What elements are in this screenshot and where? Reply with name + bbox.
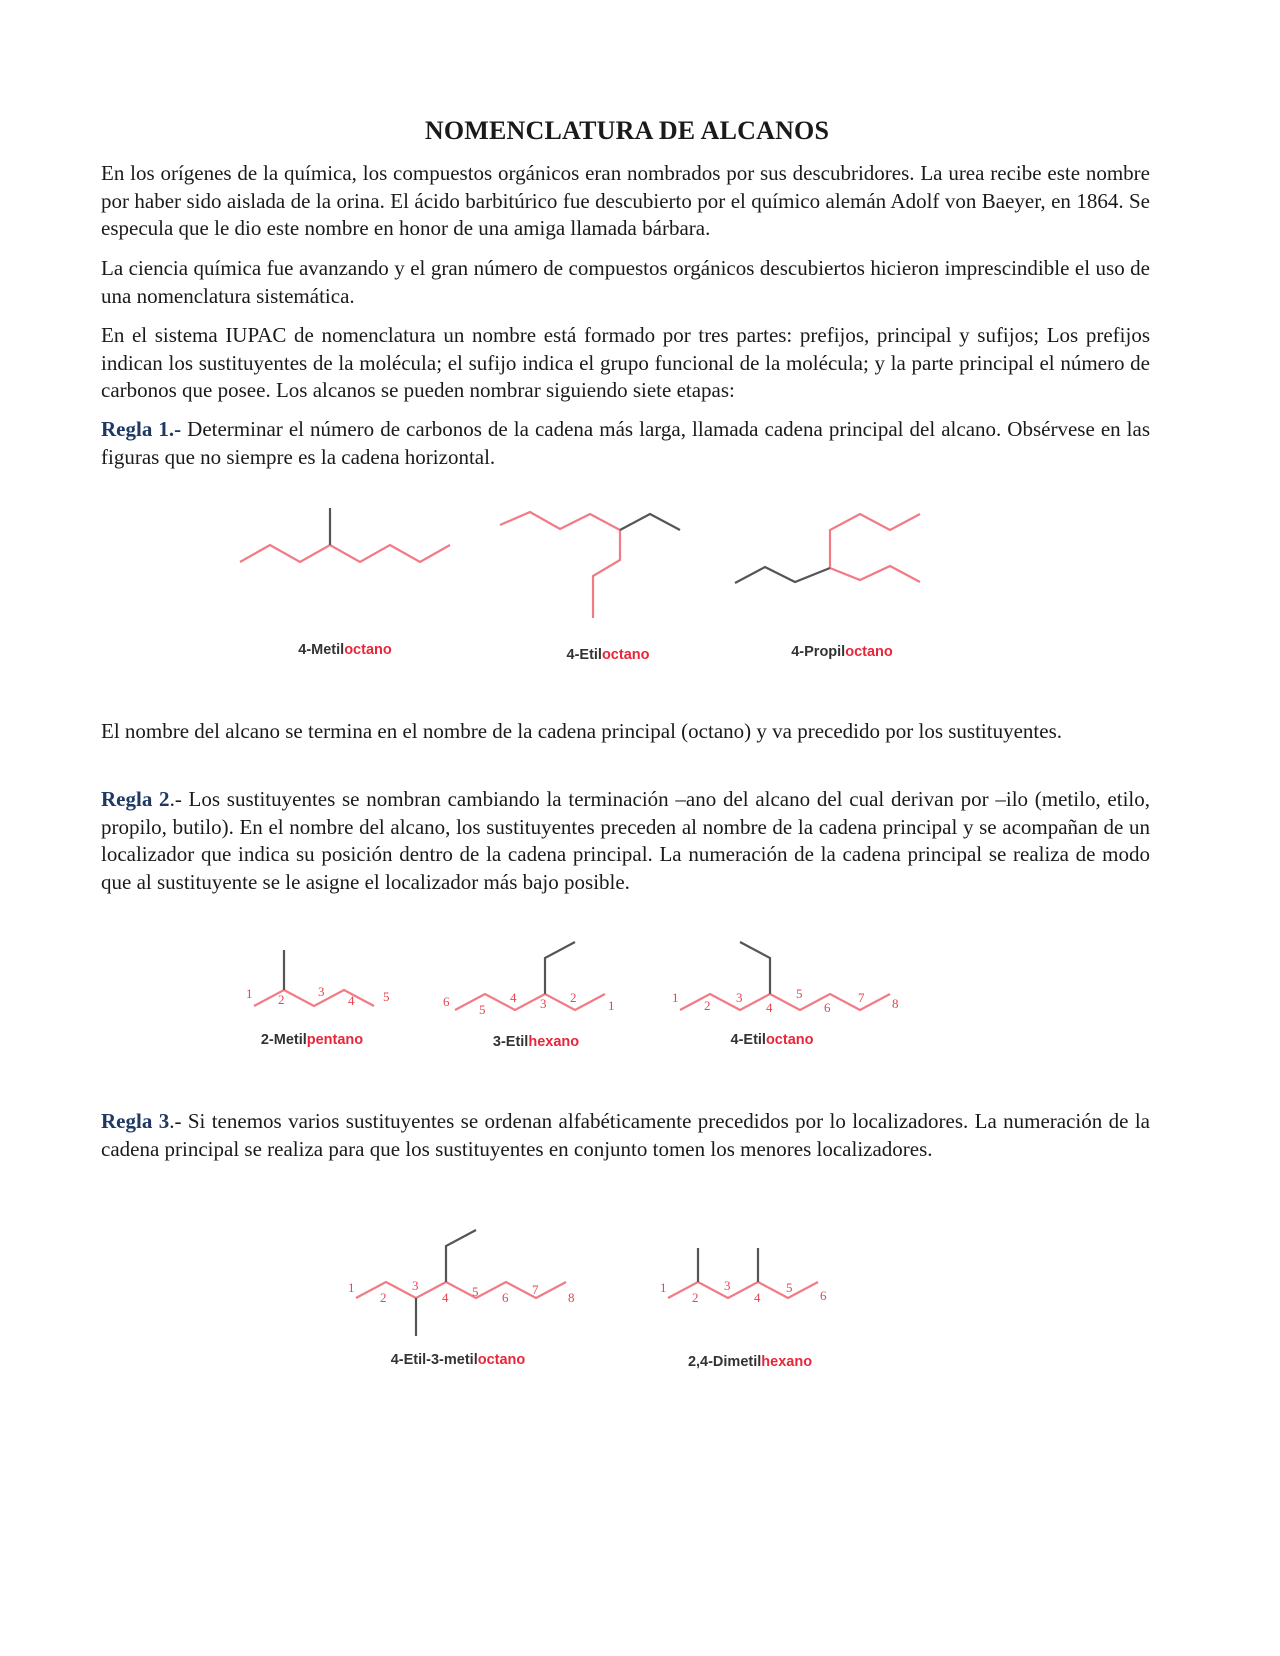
locant: 1 — [672, 990, 679, 1005]
locant: 4 — [442, 1290, 449, 1305]
rule-1-figures — [230, 500, 950, 690]
parent-chain — [254, 990, 374, 1006]
ethyl-substituent — [446, 1230, 476, 1282]
locant: 6 — [820, 1288, 827, 1303]
locant: 2 — [692, 1290, 699, 1305]
structure-3-etilhexano — [443, 942, 615, 1050]
structure-4-etil-3-metiloctano — [348, 1230, 575, 1368]
rule-3-text: Si tenemos varios sustituyentes se ordenan alfabéticamente precedidos por lo localizadores. La numeración de la cadena principal se realiza para que los sustituyentes en conjunto tomen los menores localizadores. — [101, 1109, 1150, 1161]
locant: 5 — [479, 1002, 486, 1017]
rule-1-paragraph — [101, 416, 1150, 471]
locant: 1 — [348, 1280, 355, 1295]
rule-3-label: Regla 3 — [101, 1109, 170, 1133]
page-title: NOMENCLATURA DE ALCANOS — [424, 116, 830, 145]
structure-2-4-dimetilhexano — [660, 1248, 827, 1370]
caption-3-etilhexano: 3-Etilhexano — [492, 1034, 580, 1050]
rule-2-text: Los sustituyentes se nombran cambiando la terminación –ano del alcano del cual derivan por –ilo (metilo, etilo, propilo, butilo). En el nombre del alcano, los sustituyentes preceden al nombre de la cadena principal y se acompañan de un localizador que indica su posición dentro de la cadena principal. La numeración de la cadena principal se realiza de modo que al sustituyente se le asigne el localizador más bajo posible. — [101, 787, 1150, 894]
parent-chain — [668, 1282, 818, 1298]
locant: 2 — [380, 1290, 387, 1305]
locant: 4 — [510, 990, 517, 1005]
rule-2-label: Regla 2 — [101, 787, 170, 811]
locant: 2 — [570, 990, 577, 1005]
intro-paragraph-3: En el sistema IUPAC de nomenclatura un nombre está formado por tres partes: prefijos, principal y sufijos; Los prefijos indican los sustituyentes de la molécula; el sufijo indica el grupo funcional de la molécula; y la parte principal el número de carbonos que posee. Los alcanos se pueden nombrar siguiendo siete etapas: — [101, 323, 1150, 402]
locant: 7 — [532, 1282, 539, 1297]
locant: 5 — [472, 1284, 479, 1299]
locant: 3 — [736, 990, 743, 1005]
structure-4-etiloctano — [500, 512, 680, 663]
ethyl-substituent — [740, 942, 770, 994]
caption-4-etil-3-metiloctano: 4-Etil-3-metiloctano — [390, 1352, 526, 1368]
caption-2-metilpentano: 2-Metilpentano — [260, 1032, 364, 1048]
locant: 5 — [796, 986, 803, 1001]
intro-paragraph-1: En los orígenes de la química, los compuestos orgánicos eran nombrados por sus descubridores. La urea recibe este nombre por haber sido aislada de la orina. El ácido barbitúrico fue descubierto por el químico alemán Adolf von Baeyer, en 1864. Se especula que le dio este nombre en honor de una amiga llamada bárbara. — [101, 161, 1150, 240]
parent-chain — [240, 545, 450, 562]
rule-2-figures — [240, 930, 960, 1060]
parent-chain — [830, 514, 920, 582]
caption-4-etiloctano: 4-Etiloctano — [566, 647, 650, 663]
locant: 4 — [766, 1000, 773, 1015]
locant: 4 — [348, 993, 355, 1008]
structure-4-etiloctano-numbered — [672, 942, 899, 1048]
rule-3-figures — [340, 1220, 900, 1380]
structure-2-metilpentano — [246, 950, 390, 1048]
structure-4-metiloctano — [240, 508, 450, 658]
locant: 8 — [892, 996, 899, 1011]
locant: 6 — [824, 1000, 831, 1015]
locant: 3 — [540, 996, 547, 1011]
locant: 2 — [278, 992, 285, 1007]
locant: 3 — [318, 984, 325, 999]
locant: 5 — [383, 989, 390, 1004]
parent-chain — [500, 512, 620, 618]
locant: 2 — [704, 998, 711, 1013]
locant: 7 — [858, 990, 865, 1005]
locant: 5 — [786, 1280, 793, 1295]
locant: 6 — [443, 994, 450, 1009]
ethyl-substituent — [620, 514, 680, 530]
locant: 3 — [724, 1278, 731, 1293]
after-rule-1-paragraph: El nombre del alcano se termina en el nombre de la cadena principal (octano) y va precedido por los sustituyentes. — [101, 719, 1062, 743]
locant: 4 — [754, 1290, 761, 1305]
locant: 3 — [412, 1278, 419, 1293]
locant: 8 — [568, 1290, 575, 1305]
rule-3-paragraph: Regla 3.- Si tenemos varios sustituyentes se ordenan alfabéticamente precedidos por lo localizadores. La numeración de la cadena principal se realiza para que los sustituyentes en conjunto tomen los menores localizadores. — [101, 1109, 1150, 1161]
rule-2-paragraph: Regla 2.- Los sustituyentes se nombran cambiando la terminación –ano del alcano del cual derivan por –ilo (metilo, etilo, propilo, butilo). En el nombre del alcano, los sustituyentes preceden al nombre de la cadena principal y se acompañan de un localizador que indica su posición dentro de la cadena principal. La numeración de la cadena principal se realiza de modo que al sustituyente se le asigne el localizador más bajo posible. — [101, 787, 1150, 894]
caption-4-etiloctano-numbered: 4-Etiloctano — [730, 1032, 814, 1048]
caption-4-propiloctano: 4-Propiloctano — [791, 644, 893, 660]
locant: 1 — [608, 998, 615, 1013]
structure-4-propiloctano — [735, 514, 920, 660]
parent-chain — [455, 994, 605, 1010]
locant: 6 — [502, 1290, 509, 1305]
intro-paragraph-2: La ciencia química fue avanzando y el gran número de compuestos orgánicos descubiertos hicieron imprescindible el uso de una nomenclatura sistemática. — [101, 256, 1150, 308]
locant: 1 — [660, 1280, 667, 1295]
caption-2-4-dimetilhexano: 2,4-Dimetilhexano — [687, 1354, 813, 1370]
locant: 1 — [246, 986, 253, 1001]
propyl-substituent — [735, 567, 830, 583]
caption-4-metiloctano: 4-Metiloctano — [298, 642, 392, 658]
rule-1-label: Regla 1.- — [101, 417, 182, 441]
rule-1-text: Determinar el número de carbonos de la cadena más larga, llamada cadena principal del alcano. Obsérvese en las figuras que no siempre es la cadena horizontal. — [101, 417, 1151, 469]
ethyl-substituent — [545, 942, 575, 994]
